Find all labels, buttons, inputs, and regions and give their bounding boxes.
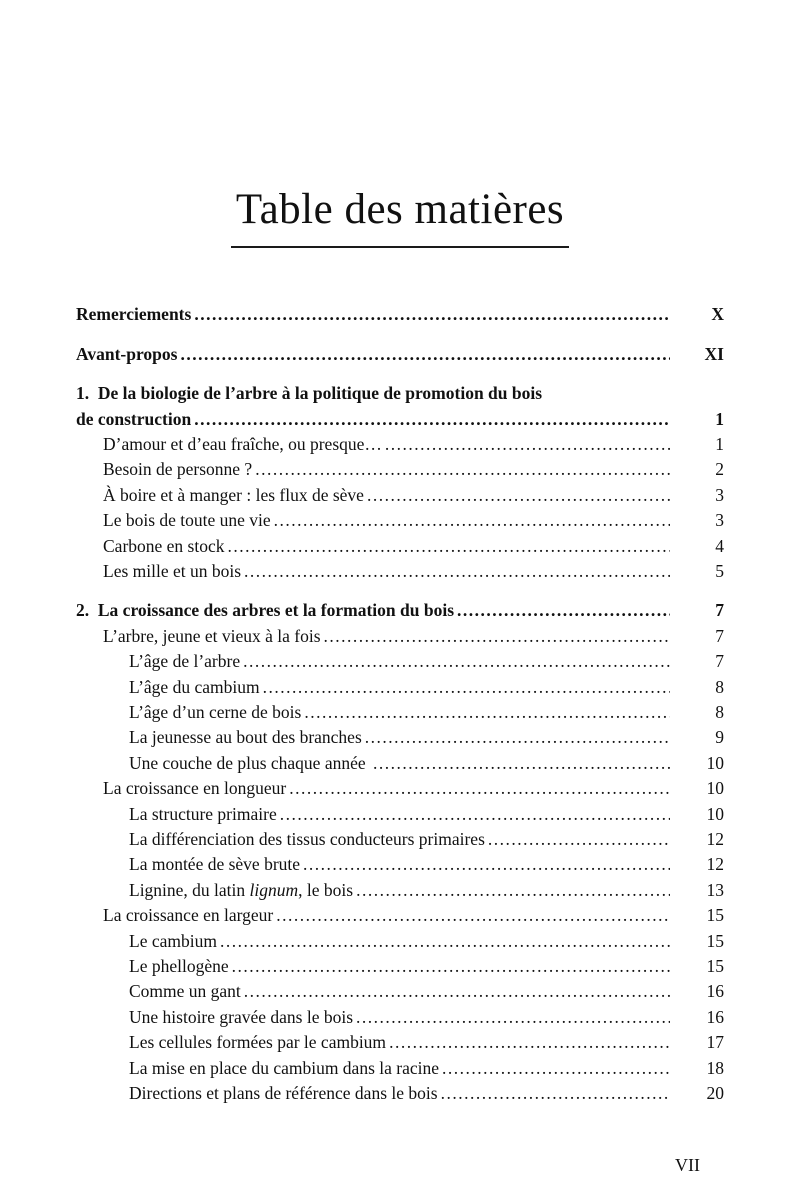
dot-leader (244, 979, 670, 1004)
dot-leader (356, 1005, 670, 1030)
dot-leader (180, 342, 670, 367)
dot-leader (385, 432, 670, 457)
toc-entry (76, 1030, 724, 1055)
toc-entry (76, 342, 724, 367)
dot-leader (304, 700, 670, 725)
toc-entry-page: 16 (706, 981, 724, 1002)
toc-entry-label: L’âge de l’arbre (129, 651, 241, 672)
toc-entry-page: 7 (715, 651, 724, 672)
dot-leader (194, 407, 670, 432)
dot-leader (365, 725, 670, 750)
toc-entry-label: La croissance en largeur (103, 905, 274, 926)
toc-entry-page: 2 (715, 459, 724, 480)
dot-leader (276, 903, 670, 928)
folio-page-number: VII (675, 1155, 700, 1175)
dot-leader (367, 483, 670, 508)
toc-entry-page: 7 (715, 600, 724, 621)
toc-entry-label: Une histoire gravée dans le bois (129, 1006, 354, 1027)
toc-entry (76, 1081, 724, 1106)
toc-entry-page: 15 (706, 930, 724, 951)
toc-entry (76, 407, 724, 432)
toc-entry (76, 954, 724, 979)
toc-entry (76, 1056, 724, 1081)
toc-entry-page: 8 (715, 676, 724, 697)
dot-leader (232, 954, 670, 979)
dot-leader (442, 1056, 670, 1081)
dot-leader (263, 675, 670, 700)
dot-leader (488, 827, 670, 852)
toc-entry (76, 903, 724, 928)
toc-entry-page: 9 (715, 727, 724, 748)
toc-entry-page: 12 (706, 829, 724, 850)
toc-entry-page: 16 (706, 1006, 724, 1027)
toc-entry-page: 10 (706, 803, 724, 824)
toc-entry (76, 852, 724, 877)
toc-entry-label: Une couche de plus chaque année (129, 752, 371, 773)
toc-entry-page: 17 (706, 1032, 724, 1053)
toc-entry-label: La montée de sève brute (129, 854, 301, 875)
dot-leader (220, 929, 670, 954)
toc-entry (76, 802, 724, 827)
toc-entry (76, 725, 724, 750)
toc-entry-page: 5 (715, 560, 724, 581)
toc-entry-label: Besoin de personne ? (103, 459, 253, 480)
toc-entry-label: Carbone en stock (103, 535, 225, 556)
dot-leader (303, 852, 670, 877)
dot-leader (244, 559, 670, 584)
title-block (0, 186, 800, 248)
toc-entry-label: La mise en place du cambium dans la racine (129, 1057, 440, 1078)
dot-leader (373, 751, 670, 776)
dot-leader (389, 1030, 670, 1055)
dot-leader (324, 624, 670, 649)
toc-entry-label: Avant-propos (76, 343, 178, 364)
toc-list (76, 302, 724, 1106)
toc-entry-page: 10 (706, 778, 724, 799)
toc-entry (76, 675, 724, 700)
toc-entry-label: La croissance en longueur (103, 778, 287, 799)
toc-entry-label: Comme un gant (129, 981, 241, 1002)
dot-leader (255, 457, 670, 482)
toc-entry-page: 13 (706, 879, 724, 900)
toc-entry (76, 457, 724, 482)
toc-entry-label: L’âge du cambium (129, 676, 260, 697)
title-rule (231, 246, 569, 248)
page-title: Table des matières (235, 186, 565, 233)
toc-entry-page: 8 (715, 701, 724, 722)
toc-entry-page: 4 (715, 535, 724, 556)
toc-entry (76, 534, 724, 559)
toc-entry-label: Directions et plans de référence dans le bois (129, 1083, 438, 1104)
toc-entry (76, 1005, 724, 1030)
toc-entry (76, 878, 724, 903)
toc-entry-label: 1. De la biologie de l’arbre à la politique de promotion du bois (76, 383, 543, 404)
toc-entry-page: 15 (706, 956, 724, 977)
toc-entry-label: L’arbre, jeune et vieux à la fois (103, 625, 321, 646)
dot-leader (228, 534, 671, 559)
toc-entry-label: À boire et à manger : les flux de sève (103, 484, 364, 505)
toc-entry-label: D’amour et d’eau fraîche, ou presque… (103, 433, 382, 454)
toc-entry-label: La différenciation des tissus conducteurs primaires (129, 829, 485, 850)
toc-entry-page: X (711, 304, 724, 325)
toc-entry-label: de construction (76, 408, 192, 429)
toc-entry-page: 7 (715, 625, 724, 646)
toc-entry (76, 979, 724, 1004)
toc-entry (76, 827, 724, 852)
toc-entry-label: La jeunesse au bout des branches (129, 727, 362, 748)
toc-entry-page: 1 (715, 433, 724, 454)
toc-entry (76, 700, 724, 725)
toc-entry-label: L’âge d’un cerne de bois (129, 701, 302, 722)
toc-entry-page: 3 (715, 484, 724, 505)
toc-entry (76, 598, 724, 623)
toc-entry (76, 649, 724, 674)
toc-entry (76, 624, 724, 649)
toc-entry-label: Remerciements (76, 304, 192, 325)
toc-entry-label: La structure primaire (129, 803, 277, 824)
toc-entry-label: Les mille et un bois (103, 560, 242, 581)
dot-leader (289, 776, 670, 801)
dot-leader (243, 649, 670, 674)
toc-entry (76, 302, 724, 327)
toc-entry (76, 776, 724, 801)
toc-entry-page: 15 (706, 905, 724, 926)
dot-leader (280, 802, 670, 827)
toc-entry-page: 1 (715, 408, 724, 429)
toc-entry (76, 381, 724, 406)
toc-entry-label: Le phellogène (129, 956, 229, 977)
toc-entry-page: 18 (706, 1057, 724, 1078)
toc-entry-page: 12 (706, 854, 724, 875)
toc-entry (76, 483, 724, 508)
dot-leader (441, 1081, 670, 1106)
toc-entry (76, 508, 724, 533)
dot-leader (194, 302, 670, 327)
toc-entry-label: Lignine, du latin lignum, le bois (129, 879, 354, 900)
toc-entry (76, 432, 724, 457)
toc-entry (76, 929, 724, 954)
toc-entry-label: Le bois de toute une vie (103, 510, 271, 531)
toc-entry (76, 559, 724, 584)
toc-entry-label: 2. La croissance des arbres et la formation du bois (76, 600, 455, 621)
toc-entry-label: Le cambium (129, 930, 217, 951)
toc-entry-page: 20 (706, 1083, 724, 1104)
dot-leader (274, 508, 670, 533)
dot-leader (457, 598, 670, 623)
toc-entry-page: 10 (706, 752, 724, 773)
toc-entry (76, 751, 724, 776)
toc-entry-page: XI (704, 343, 724, 364)
toc-entry-label: Les cellules formées par le cambium (129, 1032, 387, 1053)
toc-entry-page: 3 (715, 510, 724, 531)
dot-leader (356, 878, 670, 903)
